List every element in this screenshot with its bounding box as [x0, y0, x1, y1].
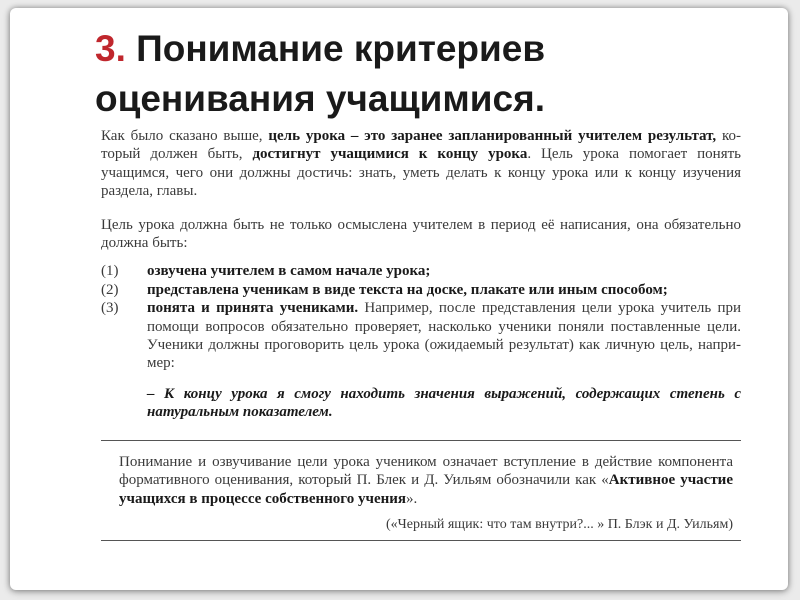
intro-text-3: . Цель урока помогает понять учащимся, чего они должны достичь: знать, уметь делать к концу урока или к концу изучения раздела, главы.: [101, 146, 741, 200]
box-paragraph: [119, 453, 733, 508]
list-item-bold: представлена ученикам в виде текста на доске, плакате или иным способом;: [147, 281, 668, 298]
list-item-number: (2): [101, 281, 119, 298]
list-item-number: (3): [101, 300, 119, 317]
second-paragraph: Цель урока должна быть не только осмыслена учителем в период её написания, она обязательно должна быть:: [101, 216, 741, 252]
intro-bold-2: достигнут учащимися к концу урока: [252, 146, 528, 163]
intro-text-2: ко-торый должен быть,: [101, 128, 741, 163]
source-citation: («Черный ящик: что там внутри?... » П. Блэк и Д. Уильям): [385, 516, 733, 532]
list-item-rest: Например, после представления цели урока учитель при помощи вопросов обязательно проверяет, насколько ученики поняли поставленные цели. Ученики должны проговорить цель урока (ожидаемый результат) как личную цель, напри-мер:: [147, 300, 741, 372]
list-item: [101, 262, 741, 280]
requirements-list: [101, 262, 741, 372]
intro-paragraph: [101, 127, 741, 201]
list-item: [101, 299, 741, 373]
list-item: [101, 281, 741, 299]
document-body: [101, 127, 741, 541]
list-item-text: [147, 299, 741, 373]
list-item-number: (1): [101, 263, 119, 280]
example-quote: – К концу урока я смогу находить значения выражений, содержащих степень с натуральным показателем.: [147, 385, 741, 421]
list-item-text: [147, 281, 741, 299]
list-item-bold: озвучена учителем в самом начале урока;: [147, 263, 431, 280]
title-text: Понимание критериев оценивания учащимися.: [95, 28, 546, 119]
title-number: 3.: [95, 28, 126, 69]
box-bold: Активное участие учащихся в процессе собственного учения: [119, 472, 733, 507]
box-text-1: Понимание и озвучивание цели урока учеником означает вступление в действие компонента формативного оценивания, который П. Блек и Д. Уильям обозначили как «: [119, 453, 733, 489]
intro-text-1: Как было сказано выше,: [101, 128, 269, 144]
box-text-2: ».: [406, 490, 418, 507]
slide-title: [95, 24, 715, 124]
list-item-text: [147, 262, 741, 280]
list-item-bold: понята и принята учениками.: [147, 300, 359, 317]
quote-box: [101, 440, 741, 542]
intro-bold-1: цель урока – это заранее запланированный учителем результат,: [268, 128, 717, 144]
